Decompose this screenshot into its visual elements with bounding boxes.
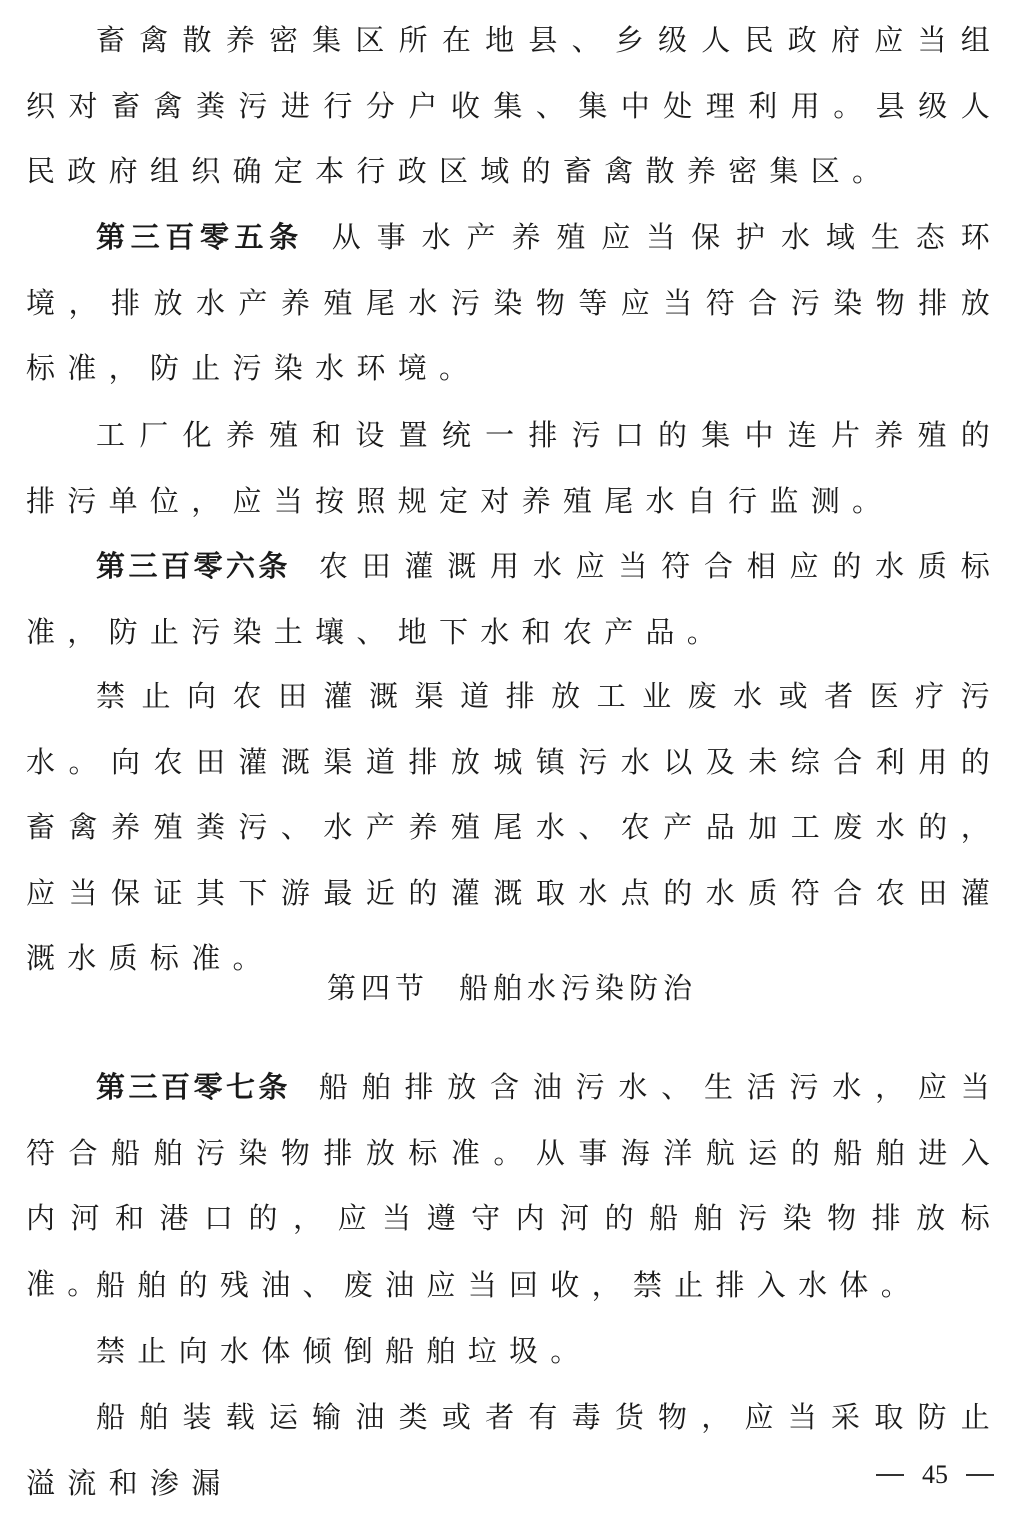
paragraph-text: 禁止向农田灌溉渠道排放工业废水或者医疗污水。向农田灌溉渠道排放城镇污水以及未综合利用的畜禽养殖粪污、水产养殖尾水、农产品加工废水的，应当保证其下游最近的灌溉取水点的水质符合农田灌溉水质标准。 — [26, 679, 1002, 975]
paragraph-5 — [26, 664, 1002, 992]
paragraph-3 — [26, 403, 1002, 534]
article-number: 第三百零六条 — [96, 549, 291, 583]
section-title-text: 船舶水污染防治 — [459, 971, 698, 1005]
paragraph-text: 从事水产养殖应当保护水域生态环境，排放水产养殖尾水污染物等应当符合污染物排放标准，防止污染水环境。 — [26, 220, 1002, 385]
paragraph-1 — [26, 8, 1002, 205]
footer-dash-right — [966, 1474, 994, 1476]
article-number: 第三百零七条 — [96, 1070, 291, 1104]
paragraph-9 — [26, 1385, 1002, 1516]
page-number: 45 — [922, 1460, 948, 1489]
section-number: 第四节 — [326, 971, 429, 1005]
paragraph-text: 禁止向水体倾倒船舶垃圾。 — [96, 1334, 592, 1368]
article-305 — [26, 205, 1002, 402]
paragraph-text: 畜禽散养密集区所在地县、乡级人民政府应当组织对畜禽粪污进行分户收集、集中处理利用。县级人民政府组织确定本行政区域的畜禽散养密集区。 — [26, 23, 1002, 188]
paragraph-text: 船舶装载运输油类或者有毒货物，应当采取防止溢流和渗漏 — [26, 1400, 1002, 1500]
paragraph-text: 船舶的残油、废油应当回收，禁止排入水体。 — [96, 1268, 923, 1302]
page-footer — [876, 1460, 994, 1490]
article-306 — [26, 534, 1002, 665]
paragraph-text: 工厂化养殖和设置统一排污口的集中连片养殖的排污单位，应当按照规定对养殖尾水自行监测。 — [26, 418, 1002, 518]
section-heading — [0, 960, 1024, 1016]
article-number: 第三百零五条 — [96, 220, 304, 254]
paragraph-8 — [26, 1319, 1002, 1385]
footer-dash-left — [876, 1474, 904, 1476]
paragraph-text: 农田灌溉用水应当符合相应的水质标准，防止污染土壤、地下水和农产品。 — [26, 549, 1002, 649]
paragraph-7 — [26, 1253, 1002, 1319]
paragraph-text: 船舶排放含油污水、生活污水，应当符合船舶污染物排放标准。从事海洋航运的船舶进入内河和港口的，应当遵守内河的船舶污染物排放标准。 — [26, 1070, 1002, 1301]
